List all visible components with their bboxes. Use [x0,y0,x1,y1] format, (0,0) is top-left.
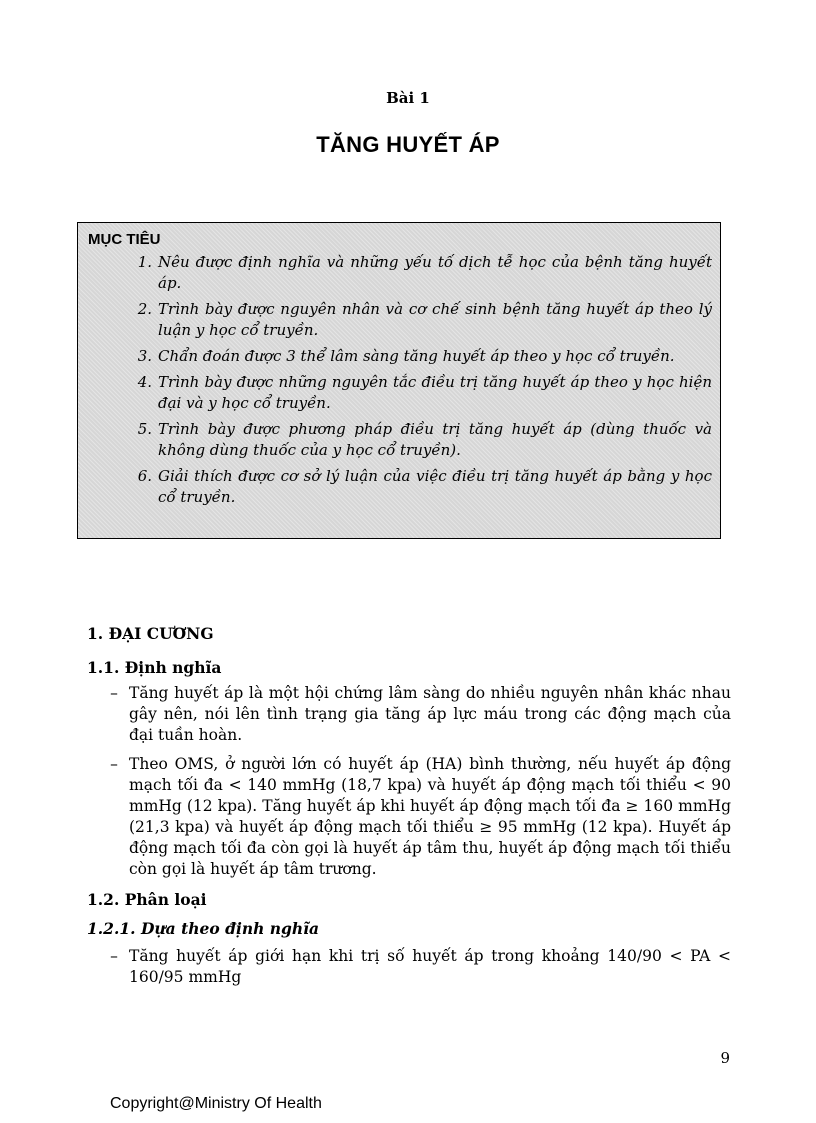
dash-marker: – [110,947,118,965]
objective-text: Trình bày được những nguyên tắc điều trị tăng huyết áp theo y học hiện đại và y học cổ truyền. [158,373,712,412]
page-number: 9 [720,1049,730,1067]
section-heading: 1. ĐẠI CƯƠNG [87,624,214,643]
subsection-heading: 1.2. Phân loại [87,890,207,909]
objectives-box [77,222,721,539]
objective-number: 5. [137,420,152,438]
objective-text: Trình bày được phương pháp điều trị tăng huyết áp (dùng thuốc và không dùng thuốc của y học cổ truyền). [158,420,712,459]
objective-text: Giải thích được cơ sở lý luận của việc điều trị tăng huyết áp bằng y học cổ truyền. [158,467,712,506]
dash-marker: – [110,684,118,702]
objective-text: Nêu được định nghĩa và những yếu tố dịch tễ học của bệnh tăng huyết áp. [158,253,712,292]
bullet-paragraph [87,754,731,880]
objective-item [88,299,712,341]
objectives-list [88,252,712,508]
lesson-label: Bài 1 [386,89,430,107]
objective-item [88,466,712,508]
objective-number: 2. [137,300,152,318]
objectives-heading: MỤC TIÊU [88,231,161,248]
paragraph-text: Tăng huyết áp giới hạn khi trị số huyết áp trong khoảng 140/90 < PA < 160/95 mmHg [129,947,731,986]
bullet-paragraph [87,683,731,746]
subsection-heading: 1.1. Định nghĩa [87,658,222,677]
paragraph-text: Tăng huyết áp là một hội chứng lâm sàng do nhiều nguyên nhân khác nhau gây nên, nói lên tình trạng gia tăng áp lực máu trong các động mạch của đại tuần hoàn. [129,684,731,744]
objective-item [88,419,712,461]
objective-item [88,252,712,294]
objective-item [88,372,712,414]
main-content [87,624,731,996]
objective-number: 3. [137,347,152,365]
objective-text: Trình bày được nguyên nhân và cơ chế sinh bệnh tăng huyết áp theo lý luận y học cổ truyền. [158,300,712,339]
paragraph-text: Theo OMS, ở người lớn có huyết áp (HA) bình thường, nếu huyết áp động mạch tối đa < 140 mmHg (18,7 kpa) và huyết áp động mạch tối thiểu < 90 mmHg (12 kpa). Tăng huyết áp khi huyết áp động mạch tối đa ≥ 160 mmHg (21,3 kpa) và huyết áp động mạch tối thiểu ≥ 95 mmHg (12 kpa). Huyết áp động mạch tối đa còn gọi là huyết áp tâm thu, huyết áp động mạch tối thiểu còn gọi là huyết áp tâm trương. [129,755,731,878]
objective-text: Chẩn đoán được 3 thể lâm sàng tăng huyết áp theo y học cổ truyền. [158,347,675,365]
subsubsection-heading: 1.2.1. Dựa theo định nghĩa [87,919,320,938]
dash-marker: – [110,755,118,773]
objective-number: 6. [137,467,152,485]
objective-number: 1. [137,253,152,271]
copyright-footer: Copyright@Ministry Of Health [110,1095,322,1112]
objective-number: 4. [137,373,152,391]
page-title: TĂNG HUYẾT ÁP [316,132,500,157]
objective-item [88,346,712,367]
bullet-paragraph [87,946,731,988]
